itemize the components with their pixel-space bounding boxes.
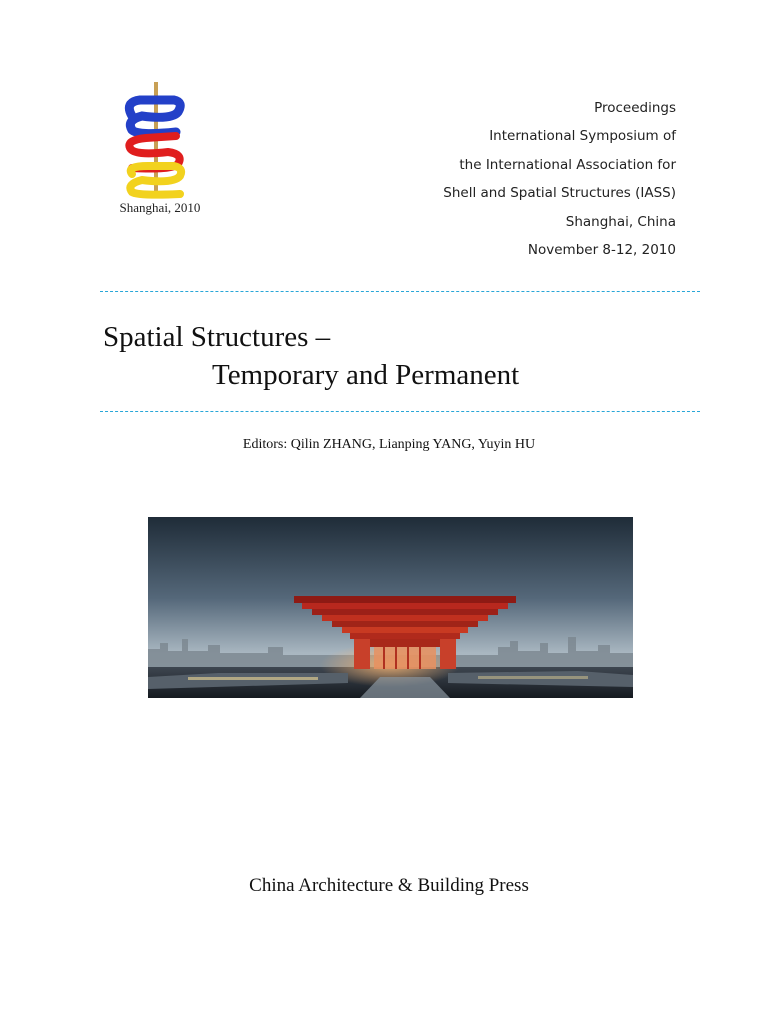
- top-divider: [100, 291, 700, 292]
- bottom-divider: [100, 411, 700, 412]
- book-title: [103, 318, 519, 394]
- proceedings-block: [443, 94, 676, 264]
- logo-caption: Shanghai, 2010: [119, 200, 201, 215]
- iass-logo-icon: [118, 82, 198, 200]
- publisher-name: China Architecture & Building Press: [249, 875, 529, 896]
- proceedings-line: Proceedings: [594, 100, 676, 116]
- proceedings-line: the International Association for: [459, 156, 676, 173]
- proceedings-line: Shell and Spatial Structures (IASS): [443, 185, 676, 202]
- editors-line: Editors: Qilin ZHANG, Lianping YANG, Yuyin HU: [242, 437, 536, 452]
- proceedings-line: International Symposium of: [489, 128, 676, 145]
- title-line-1: Spatial Structures –: [103, 321, 331, 353]
- title-line-2: Temporary and Permanent: [212, 359, 520, 391]
- proceedings-line: November 8-12, 2010: [527, 242, 676, 259]
- iass-logo: [112, 82, 204, 222]
- proceedings-line: Shanghai, China: [565, 213, 676, 230]
- china-pavilion-icon: [148, 517, 633, 698]
- china-pavilion-photo: [148, 517, 633, 698]
